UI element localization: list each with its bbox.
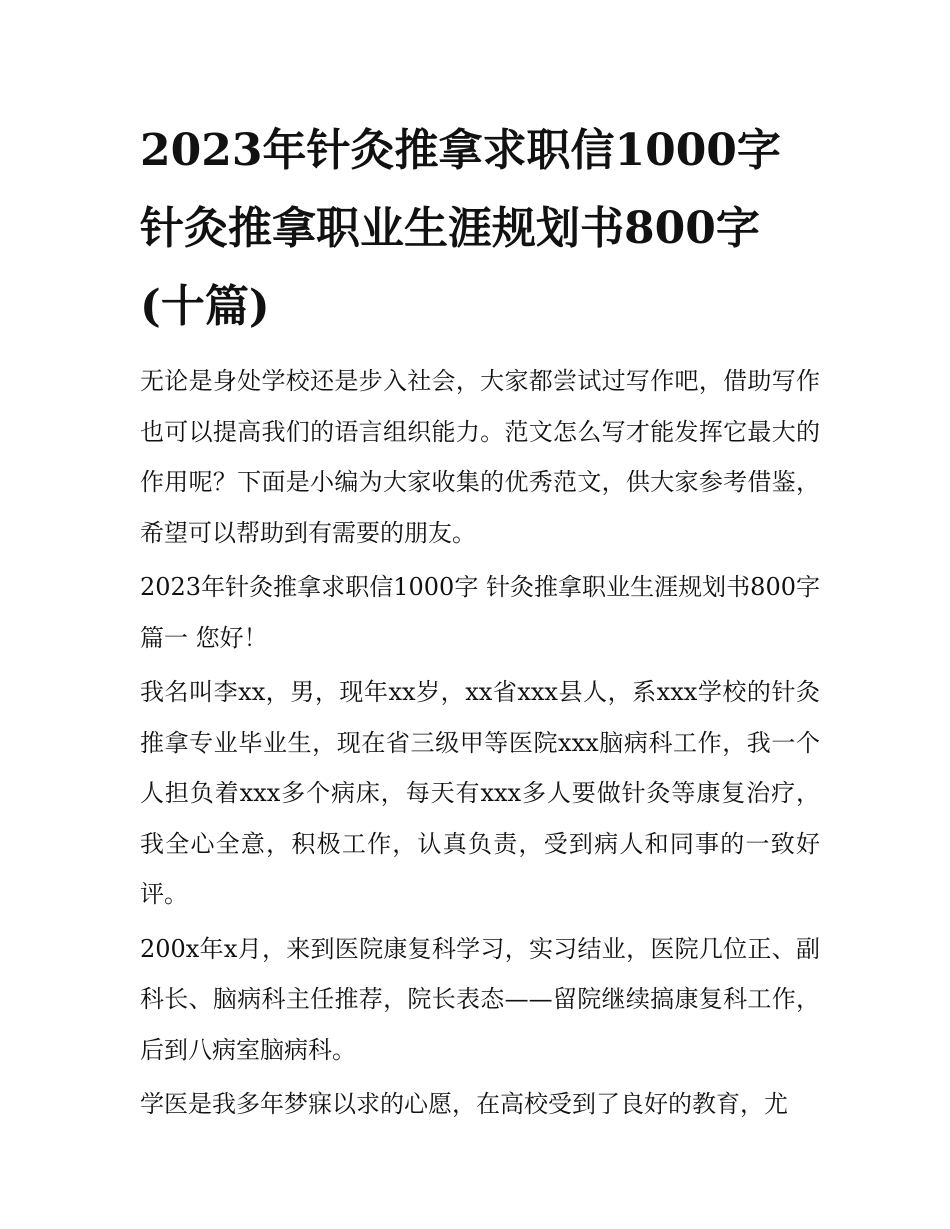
document-body — [140, 112, 820, 1134]
paragraph-self-introduction: 我名叫李xx，男，现年xx岁，xx省xxx县人，系xxx学校的针灸推拿专业毕业生，现在省三级甲等医院xxx脑病科工作，我一个人担负着xxx多个病床，每天有xxx多人要做针灸等康复治疗，我全心全意，积极工作，认真负责，受到病人和同事的一致好评。 — [140, 678, 820, 908]
paragraph-section-heading: 2023年针灸推拿求职信1000字 针灸推拿职业生涯规划书800字篇一 您好！ — [140, 573, 820, 652]
paragraph-intro: 无论是身处学校还是步入社会，大家都尝试过写作吧，借助写作也可以提高我们的语言组织能力。范文怎么写才能发挥它最大的作用呢？下面是小编为大家收集的优秀范文，供大家参考借鉴，希望可以帮助到有需要的朋友。 — [140, 367, 820, 547]
paragraph-education: 学医是我多年梦寐以求的心愿，在高校受到了良好的教育，尤 — [140, 1090, 788, 1118]
paragraph-work-history: 200x年x月，来到医院康复科学习，实习结业，医院几位正、副科长、脑病科主任推荐，院长表态——留院继续搞康复科工作，后到八病室脑病科。 — [140, 934, 820, 1064]
document-title: 2023年针灸推拿求职信1000字 针灸推拿职业生涯规划书800字(十篇) — [140, 125, 781, 332]
